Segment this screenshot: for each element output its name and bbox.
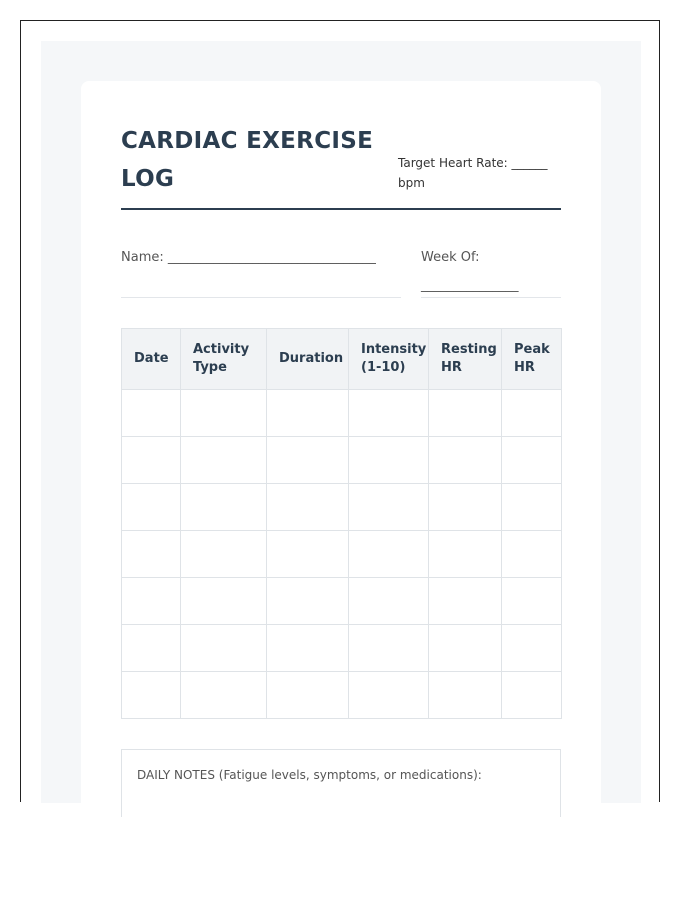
info-fields bbox=[121, 240, 561, 298]
header-intensity: Intensity (1-10) bbox=[349, 329, 429, 390]
table-cell[interactable] bbox=[349, 390, 429, 437]
table-cell[interactable] bbox=[181, 672, 267, 719]
table-cell[interactable] bbox=[267, 531, 349, 578]
page-background bbox=[41, 41, 641, 803]
daily-notes-box[interactable] bbox=[121, 749, 561, 817]
table-cell[interactable] bbox=[181, 484, 267, 531]
table-cell[interactable] bbox=[429, 484, 502, 531]
table-cell[interactable] bbox=[349, 484, 429, 531]
table-row bbox=[122, 484, 562, 531]
table-cell[interactable] bbox=[122, 390, 181, 437]
table-cell[interactable] bbox=[349, 672, 429, 719]
table-cell[interactable] bbox=[267, 484, 349, 531]
table-row bbox=[122, 578, 562, 625]
table-cell[interactable] bbox=[122, 484, 181, 531]
table-cell[interactable] bbox=[349, 625, 429, 672]
table-cell[interactable] bbox=[429, 625, 502, 672]
table-cell[interactable] bbox=[122, 531, 181, 578]
week-of-label: Week Of: bbox=[421, 250, 480, 265]
table-cell[interactable] bbox=[267, 390, 349, 437]
table-cell[interactable] bbox=[502, 437, 562, 484]
table-cell[interactable] bbox=[181, 531, 267, 578]
table-cell[interactable] bbox=[502, 484, 562, 531]
header-peak-hr: Peak HR bbox=[502, 329, 562, 390]
table-row bbox=[122, 672, 562, 719]
table-cell[interactable] bbox=[122, 437, 181, 484]
table-cell[interactable] bbox=[181, 625, 267, 672]
table-cell[interactable] bbox=[122, 625, 181, 672]
table-cell[interactable] bbox=[267, 625, 349, 672]
page-frame bbox=[20, 20, 660, 802]
target-heart-rate[interactable]: Target Heart Rate: ______ bpm bbox=[398, 156, 548, 190]
table-cell[interactable] bbox=[349, 437, 429, 484]
table-cell[interactable] bbox=[267, 578, 349, 625]
header-duration: Duration bbox=[267, 329, 349, 390]
header-resting-hr: Resting HR bbox=[429, 329, 502, 390]
week-of-field[interactable] bbox=[421, 240, 561, 298]
table-cell[interactable] bbox=[349, 531, 429, 578]
exercise-log-table bbox=[121, 328, 562, 719]
header-activity-type: Activity Type bbox=[181, 329, 267, 390]
table-cell[interactable] bbox=[267, 437, 349, 484]
table-cell[interactable] bbox=[267, 672, 349, 719]
table-cell[interactable] bbox=[122, 672, 181, 719]
table-cell[interactable] bbox=[502, 390, 562, 437]
table-cell[interactable] bbox=[429, 437, 502, 484]
table-cell[interactable] bbox=[502, 578, 562, 625]
table-cell[interactable] bbox=[429, 390, 502, 437]
table-cell[interactable] bbox=[349, 578, 429, 625]
header-date: Date bbox=[122, 329, 181, 390]
table-cell[interactable] bbox=[502, 531, 562, 578]
table-row bbox=[122, 437, 562, 484]
name-field[interactable]: Name: ________________________________ bbox=[121, 240, 401, 298]
log-sheet bbox=[81, 81, 601, 803]
table-row bbox=[122, 531, 562, 578]
table-cell[interactable] bbox=[502, 672, 562, 719]
header bbox=[121, 121, 561, 210]
week-of-blank: _______________ bbox=[421, 278, 519, 293]
table-cell[interactable] bbox=[429, 531, 502, 578]
table-cell[interactable] bbox=[181, 390, 267, 437]
table-cell[interactable] bbox=[181, 578, 267, 625]
table-row bbox=[122, 625, 562, 672]
table-cell[interactable] bbox=[502, 625, 562, 672]
table-row bbox=[122, 390, 562, 437]
page-title: CARDIAC EXERCISE LOG bbox=[121, 128, 374, 192]
table-cell[interactable] bbox=[429, 672, 502, 719]
table-cell[interactable] bbox=[429, 578, 502, 625]
table-cell[interactable] bbox=[181, 437, 267, 484]
table-header-row bbox=[122, 329, 562, 390]
table-cell[interactable] bbox=[122, 578, 181, 625]
daily-notes-label: DAILY NOTES (Fatigue levels, symptoms, or medications): bbox=[137, 768, 482, 782]
